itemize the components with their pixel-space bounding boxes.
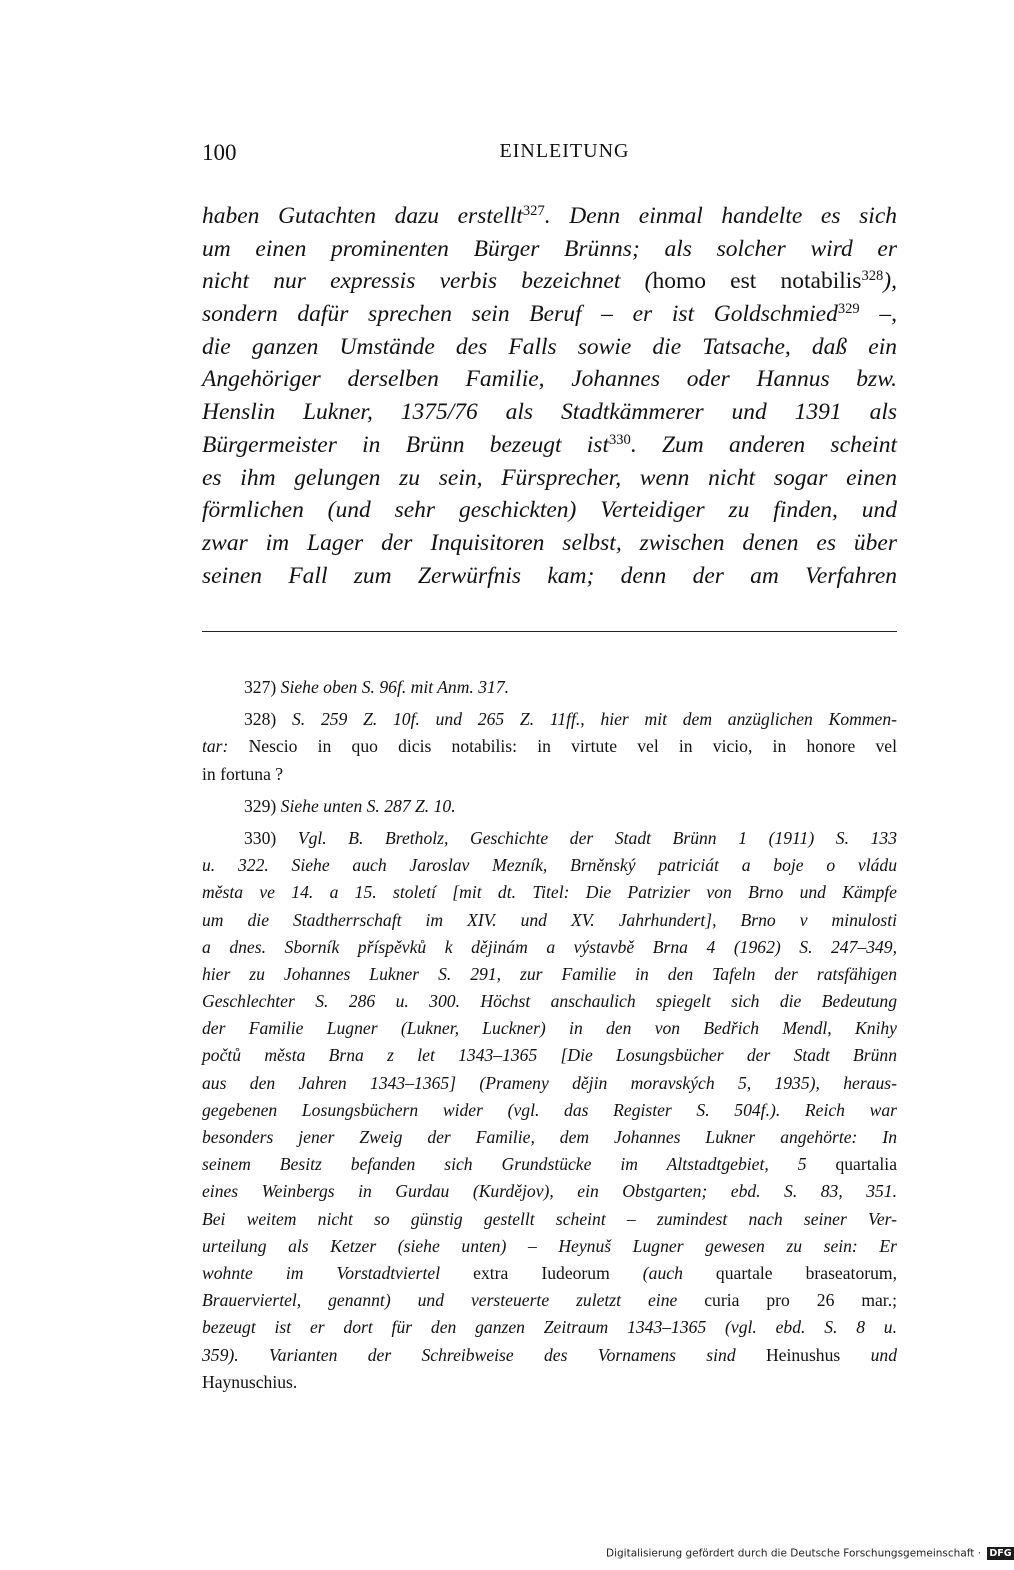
footnote-line [202, 961, 897, 988]
footnote-line [202, 1287, 897, 1314]
text-run: města ve 14. a 15. století [mit dt. Titel: Die Patrizier von Brno und Kämpfe [202, 882, 897, 903]
text-run: Siehe oben S. 96f. mit Anm. 317. [280, 677, 510, 697]
text-run: bezeugt ist er dort für den ganzen Zeitraum 1343–1365 (vgl. ebd. S. 8 u. [202, 1317, 897, 1338]
body-line [202, 233, 897, 266]
footnote-line [202, 1015, 897, 1042]
text-run: 359). Varianten der Schreibweise des Vornamens sind [202, 1344, 766, 1365]
latin-quotation: quartale braseatorum, [715, 1262, 897, 1283]
body-line [202, 527, 897, 560]
body-line [202, 200, 897, 233]
footnote-line [202, 674, 897, 701]
footnote-line [202, 1233, 897, 1260]
footnote-line [202, 793, 897, 820]
footnote-line [202, 1124, 897, 1151]
footnote-line [202, 1206, 897, 1233]
footnote-line [202, 1097, 897, 1124]
body-line [202, 363, 897, 396]
text-run: die ganzen Umstände des Falls sowie die Tatsache, daß ein [202, 333, 897, 360]
footnote [202, 793, 897, 820]
footnote-line [202, 825, 897, 852]
footnote [202, 706, 897, 788]
footnote-line [202, 934, 897, 961]
text-run: um die Stadtherrschaft im XIV. und XV. Jahrhundert], Brno v minulosti [202, 909, 897, 930]
latin-quotation: extra Iudeorum [473, 1262, 610, 1283]
text-run: gegebenen Losungsbüchern wider (vgl. das Register S. 504f.). Reich war [202, 1099, 897, 1120]
page-header [202, 140, 897, 176]
page-number: 100 [202, 140, 237, 165]
footnote-line [202, 852, 897, 879]
footnote [202, 674, 897, 701]
text-run: Henslin Lukner, 1375/76 als Stadtkämmerer und 1391 als [202, 399, 897, 426]
text-run: tar: [202, 736, 249, 757]
text-run: (auch [609, 1262, 716, 1283]
latin-quotation: Haynuschius. [202, 1371, 298, 1392]
text-run: und [840, 1344, 897, 1365]
footnote-reference: 330 [608, 431, 631, 448]
text-run: Angehöriger derselben Familie, Johannes oder Hannus bzw. [202, 366, 897, 393]
footnote-line [202, 706, 897, 733]
text-run: seinem Besitz befanden sich Grundstücke im Altstadtgebiet, 5 [202, 1154, 836, 1175]
footnote-separator-rule [202, 631, 897, 632]
footnote-reference: 329 [837, 301, 860, 318]
text-run: ), [883, 268, 897, 295]
footnote-line [202, 879, 897, 906]
text-run: Brauerviertel, genannt) und versteuerte zuletzt eine [202, 1290, 705, 1311]
footnote-number: 330) [244, 827, 298, 848]
footnote-line [202, 1314, 897, 1341]
text-run: Siehe unten S. 287 Z. 10. [280, 795, 456, 816]
text-run: počtů města Brna z let 1343–1365 [Die Losungsbücher der Stadt Brünn [202, 1045, 897, 1066]
text-run: eines Weinbergs in Gurdau (Kurdějov), ein Obstgarten; ebd. S. 83, 351. [202, 1181, 897, 1202]
footnote [202, 825, 897, 1396]
body-line [202, 396, 897, 429]
body-line [202, 298, 897, 331]
body-line [202, 429, 897, 462]
latin-quotation: curia pro 26 mar.; [704, 1290, 897, 1311]
text-run: seinen Fall zum Zerwürfnis kam; denn der am Verfahren [202, 562, 897, 589]
body-line [202, 265, 897, 298]
text-run: haben Gutachten dazu erstellt [202, 203, 523, 229]
text-run: a dnes. Sborník příspěvků k dějinám a výstavbě Brna 4 (1962) S. 247–349, [202, 936, 897, 957]
text-run: S. 259 Z. 10f. und 265 Z. 11ff., hier mit dem anzüglichen Kommen- [292, 709, 897, 730]
text-run: u. 322. Siehe auch Jaroslav Mezník, Brněnský patriciát a boje o vládu [202, 855, 897, 876]
text-run: zwar im Lager der Inquisitoren selbst, zwischen denen es über [202, 529, 897, 556]
footnote-number: 329) [244, 795, 281, 816]
text-run: es ihm gelungen zu sein, Fürsprecher, wenn nicht sogar einen [202, 464, 897, 491]
footnote-line [202, 1070, 897, 1097]
footnote-line [202, 1342, 897, 1369]
text-run: besonders jener Zweig der Familie, dem Johannes Lukner angehörte: In [202, 1127, 897, 1147]
text-run: um einen prominenten Bürger Brünns; als solcher wird er [202, 235, 897, 262]
body-line [202, 560, 897, 593]
footnote-reference: 327 [522, 203, 545, 219]
text-run: der Familie Lugner (Lukner, Luckner) in den von Bedřich Mendl, Knihy [202, 1018, 897, 1039]
latin-quotation: quartalia [835, 1154, 897, 1175]
text-run: aus den Jahren 1343–1365] (Prameny dějin moravských 5, 1935), heraus- [202, 1072, 897, 1093]
body-line [202, 462, 897, 495]
text-run: sondern dafür sprechen sein Beruf – er ist Goldschmied [202, 301, 838, 328]
body-text [202, 200, 897, 592]
dfg-logo: DFG [989, 1548, 1012, 1559]
latin-quotation: Nescio in quo dicis notabilis: in virtute vel in vicio, in honore vel [248, 736, 897, 757]
footnote-line [202, 761, 897, 788]
footnotes [202, 674, 897, 1396]
latin-quotation: in fortuna ? [202, 763, 284, 784]
text-run: nicht nur expressis verbis bezeichnet ( [202, 268, 653, 295]
text-run: förmlichen (und sehr geschickten) Verteidiger zu finden, und [202, 497, 897, 524]
footnote-number: 328) [244, 709, 292, 730]
latin-quotation: homo est notabilis [652, 268, 862, 295]
footnote-line [202, 1151, 897, 1178]
footnote-line [202, 733, 897, 760]
text-run: urteilung als Ketzer (siehe unten) – Heynuš Lugner gewesen zu sein: Er [202, 1235, 897, 1256]
text-run: Vgl. B. Bretholz, Geschichte der Stadt Brünn 1 (1911) S. 133 [297, 827, 897, 848]
text-run: –, [859, 301, 897, 328]
text-run: Bürgermeister in Brünn bezeugt ist [202, 431, 609, 458]
text-run: Geschlechter S. 286 u. 300. Höchst anschaulich spiegelt sich die Bedeutung [202, 991, 897, 1012]
text-run: hier zu Johannes Lukner S. 291, zur Familie in den Tafeln der ratsfähigen [202, 963, 897, 984]
footnote-line [202, 988, 897, 1015]
body-line [202, 494, 897, 527]
running-title: EINLEITUNG [499, 140, 630, 162]
footnote-number: 327) [244, 677, 281, 697]
footnote-line [202, 1260, 897, 1287]
text-run: . Zum anderen scheint [630, 431, 897, 458]
text-run: . Denn einmal handelte es sich [544, 203, 897, 229]
text-run: Bei weitem nicht so günstig gestellt scheint – zumindest nach seiner Ver- [202, 1208, 897, 1229]
text-run: wohnte im Vorstadtviertel [202, 1262, 474, 1283]
digitization-credit [606, 1547, 1012, 1563]
footnote-line [202, 907, 897, 934]
footnote-line [202, 1369, 897, 1396]
footnote-line [202, 1178, 897, 1205]
latin-quotation: Heinushus [765, 1344, 841, 1365]
digitization-credit-text: Digitalisierung gefördert durch die Deutsche Forschungsgemeinschaft · [606, 1547, 982, 1560]
body-line [202, 331, 897, 364]
footnote-reference: 328 [861, 268, 884, 285]
footnote-line [202, 1042, 897, 1069]
